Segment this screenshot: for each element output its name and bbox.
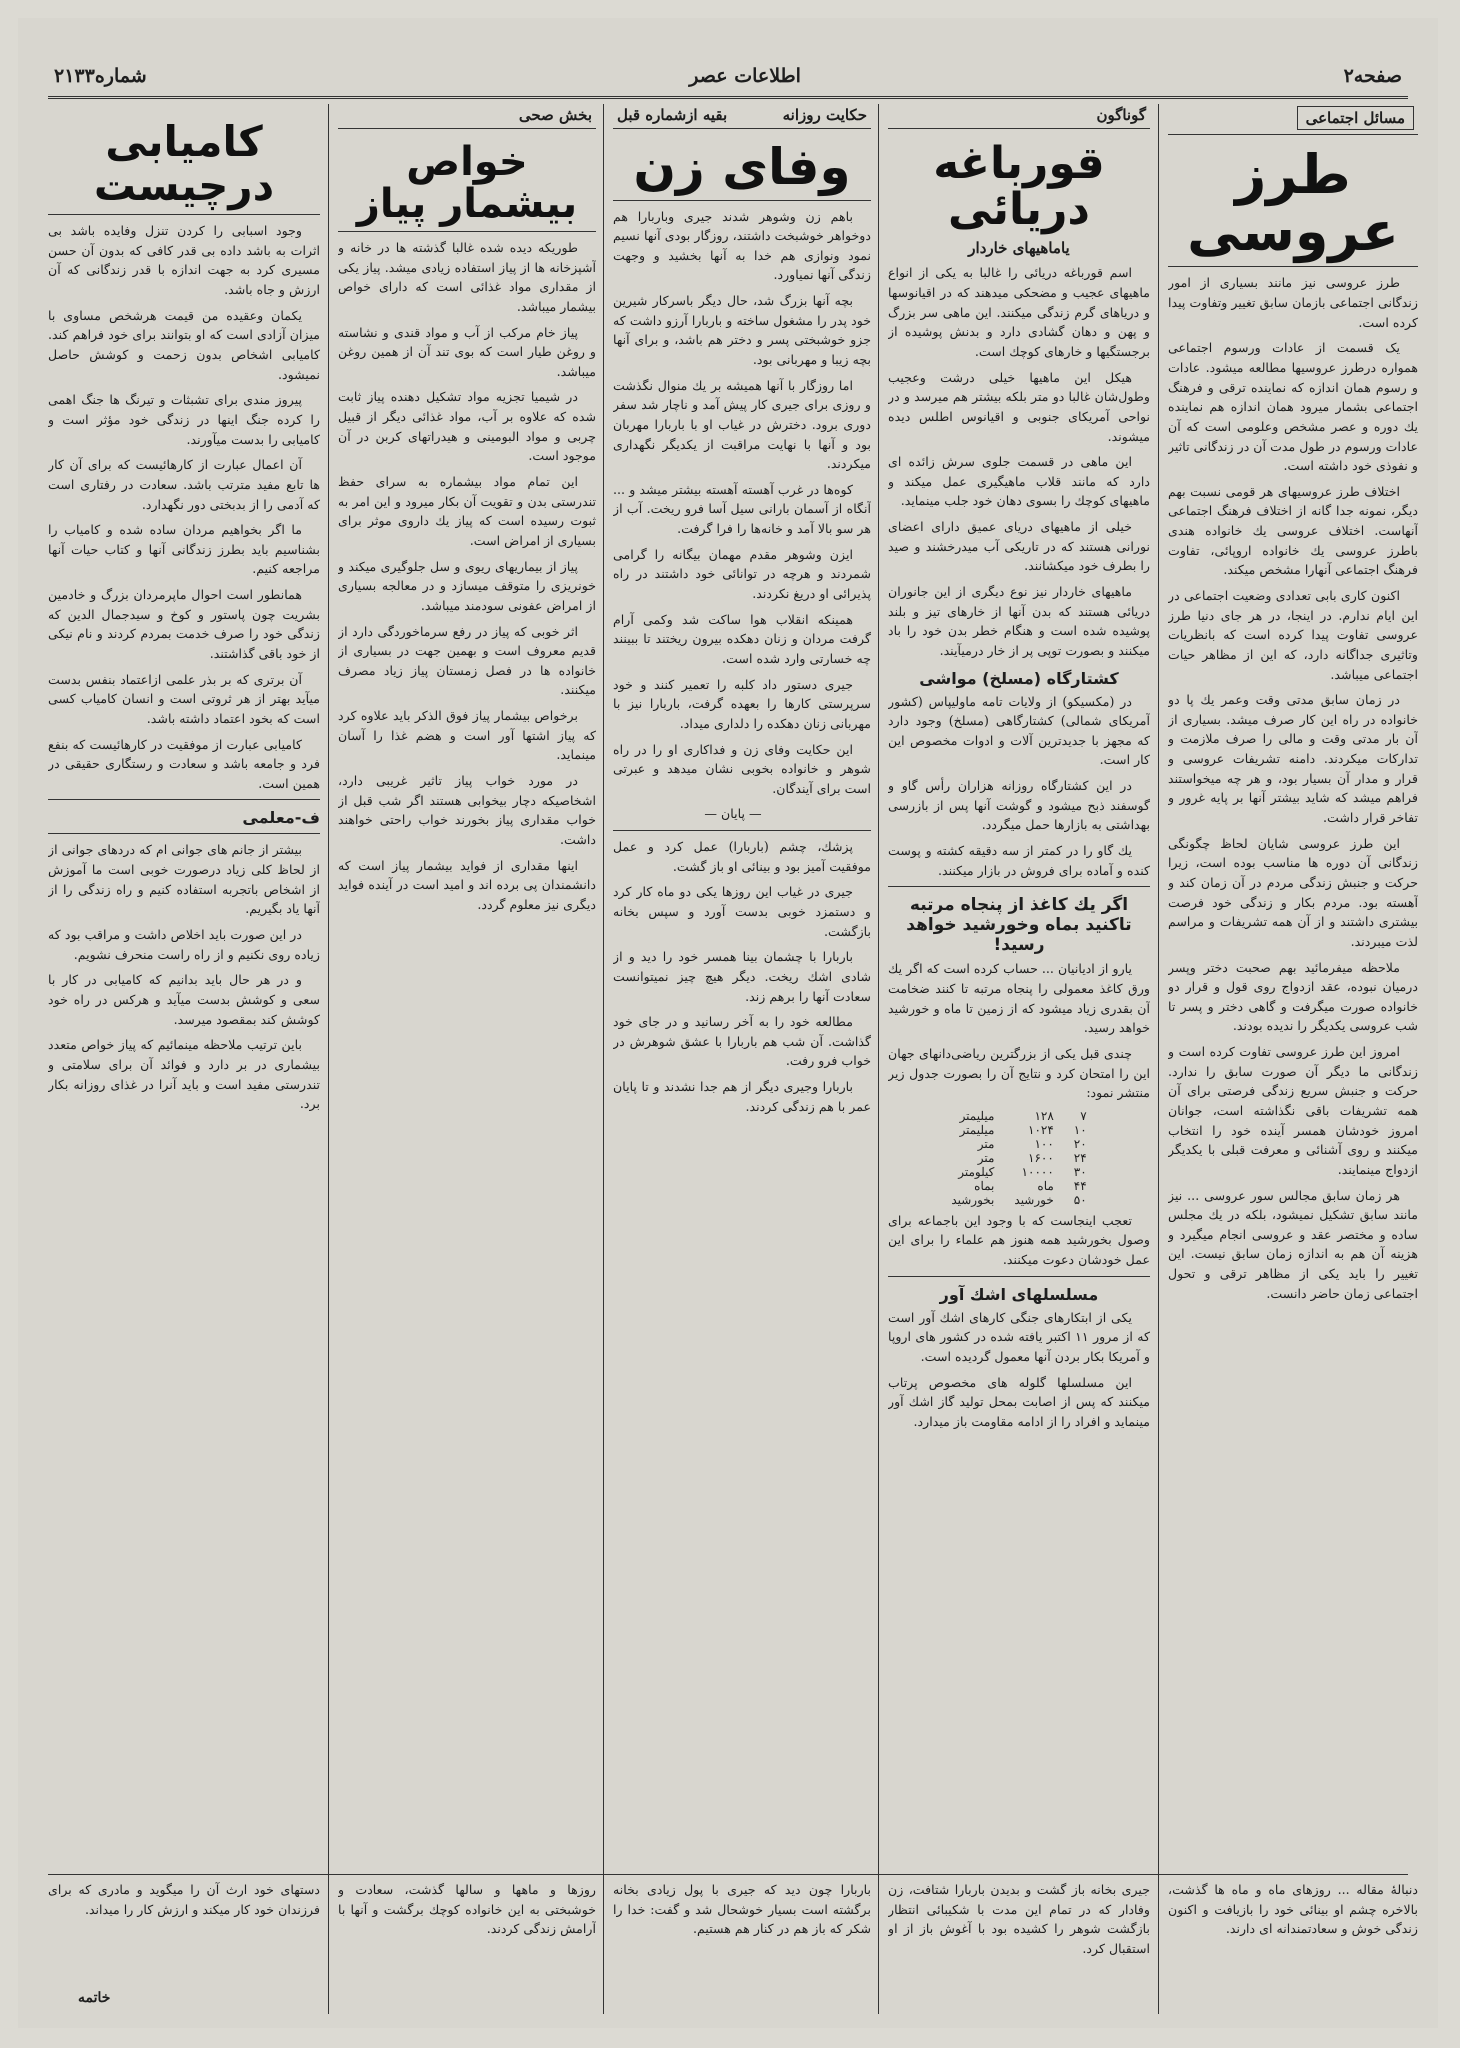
paragraph: آن برتری که بر بذر علمی ازاعتماد بنفس بدست میآید بهتر از هر ثروتی است و انسان کامیاب کسی است که بخود اعتماد داشته باشد.	[48, 671, 320, 726]
paragraph: در (مکسیکو) از ولایات تامه ماولیپاس (کشور آمریکای شمالی) کشتارگاهی (مسلخ) وجود دارد که مجهز با جدیدترین آلات و ادوات مخصوص این کار است.	[888, 693, 1150, 768]
table-row: ۴۴ ماه بماه	[974, 1178, 1087, 1193]
paragraph: این تمام مواد بیشماره به سرای حفظ تندرستی بدن و تقویت آن بکار میرود و این امر به ثبوت رسیده است که پیاز یك داروی موثر برای بسیاری از امراض است.	[338, 474, 596, 548]
article-body	[338, 238, 596, 915]
article-title: کامیابی درچیست	[93, 117, 275, 211]
paragraph: کامیابی عبارت از موفقیت در کارهائیست که بنفع فرد و جامعه باشد و سعادت و رستگاری حقیقی در همین است.	[48, 736, 320, 791]
paragraph: اختلاف طرز عروسیهای هر قومی نسبت بهم دیگر، نمونه جدا گانه از اختلاف فرهنگ اجتماعی آنهاست. اختلاف عروسی یك خانواده هندی باطرز عروسی یك خانواده اروپائی، تفاوت فرهنگ اجتماعی آنهارا مشخص میکند.	[1168, 483, 1418, 578]
paragraph: یک قسمت از عادات ورسوم اجتماعی همواره درطرز عروسیها مطالعه میشود. عادات و رسوم همان اندازه که نماینده ترقی و فرهنگ اجتماعی بشمار میرود همان اندازه هم نماینده یك دوره و عصر مشخص وعلومی است که آن عادات ورسوم در طول مدت آن در زندگانی تاثیر و نفوذی خود داشته است.	[1168, 340, 1418, 474]
column-divider	[328, 104, 329, 2014]
paragraph: در این صورت باید اخلاص داشت و مراقب بود که زیاده روی نکنیم و از راه راست منحرف نشویم.	[48, 927, 320, 962]
article-body	[48, 221, 320, 793]
paragraph: اثر خوبی که پیاز در رفع سرماخوردگی دارد از قدیم معروف است و بهمین جهت در بسیاری از خانواده ها در فصل زمستان پیاز زیاد مصرف میکنند.	[338, 623, 596, 698]
page-number: صفحه۲	[1343, 65, 1402, 87]
paragraph: ملاحظه میفرمائید بهم صحبت دختر وپسر درمیان نبوده، عقد ازدواج روی قول و قرار دو خانواده صورت میگرفت و گاهی دختر و پسر تا شب عروسی یکدیگر را ندیده بودند.	[1168, 959, 1418, 1034]
paragraph: در زمان سابق مدتی وقت وعمر یك پا دو خانواده در راه این کار صرف میشد. بسیاری از آن بار مدتی وقت و مالی را صرف ملازمت و تدارکات میکردند. دامنه تشریفات عروسی و قرار و مدار آن بسیار بود، و هر چه میخواستند فراهم میشد که شاید بیشتر آنها بر پایه غرور و تفاخر قرار داشت.	[1168, 692, 1418, 826]
table-row: ۲۴ ۱۶۰۰ متر	[977, 1150, 1087, 1165]
bottom-text-5: دستهای خود ارث آن را میگوید و مادری که برای فرزندان خود کار میکند و ارزش کار را میداند.	[48, 1882, 320, 1917]
article-body	[613, 207, 871, 825]
article-title: طرز عروسی	[1187, 143, 1399, 263]
paragraph: جیری دستور داد کلبه را تعمیر کنند و خود سرپرستی کارها را بعهده گرفت، باربارا نیز با مهربانی زنان دهکده را دلداری میداد.	[613, 676, 871, 731]
paragraph: ماهیهای خاردار نیز نوع دیگری از این جانوران دریائی هستند که بدن آنها از خارهای تیز و بلند پوشیده شده است و هنگام خطر بدن خود را باد میکنند و بصورت توپی پر از خار درمیآیند.	[888, 583, 1150, 658]
paragraph: اما روزگار با آنها همیشه بر یك منوال نگذشت و روزی برای جیری کار پیش آمد و ناچار شد سفر دوری برود. دخترش در غیاب او با باربارا مهربان بود و آنها با نهایت مراقبت از یکدیگر نگهداری میکردند.	[613, 377, 871, 472]
paragraph: این حکایت وفای زن و فداکاری او را در راه شوهر و خانواده بخوبی نشان میدهد و عبرتی است برای آیندگان.	[613, 741, 871, 796]
table-row: ۷ ۱۲۸ میلیمتر	[959, 1108, 1087, 1123]
paragraph: هیکل این ماهیها خیلی درشت وعجیب وطول‌شان غالبا دو متر بلکه بیشتر هم میرسد و در نواحی آمریکای جنوبی و اقیانوس اطلس دیده میشوند.	[888, 369, 1150, 444]
column-divider	[603, 104, 604, 2014]
page-header	[48, 56, 1408, 99]
article-column-3	[613, 104, 871, 1864]
article-subtitle: یاماهیهای خاردار	[968, 239, 1070, 258]
paragraph: بچه آنها بزرگ شد، حال دیگر باسرکار شیرین خود پدر را مشغول ساخته و باربارا آرزو داشت که جزو خوشبختی پسر و دختر هم باشد، و برای آنها بچه زیبا و مهربانی بود.	[613, 293, 871, 367]
article-column-4	[338, 104, 596, 1864]
paragraph: جیری در غیاب این روزها یکی دو ماه کار کرد و دستمزد خوبی بدست آورد و سپس بخانه بازگشت.	[613, 884, 871, 939]
paragraph: اسم قورباغه دریائی را غالبا به یکی از انواع ماهیهای عجیب و مضحکی میدهند که در اقیانوسها و دریاهای گرم زندگی میکنند. این ماهی سر بزرگ و پهن و دهان گشادی دارد و بدنش پوشیده از برجستگیها و خارهای کوچك است.	[888, 265, 1150, 359]
paragraph: یارو از ادیانیان ... حساب کرده است که اگر یك ورق کاغذ معمولی را پنجاه مرتبه تا کنند ضخامت آن بقدری زیاد میشود که از زمین تا ماه و خورشید خواهد رسید.	[888, 961, 1150, 1036]
paragraph: یکی از ابتکارهای جنگی کارهای اشك آور است که از مرور ۱۱ اکتبر یافته شده در کشور های اروپا و آمریکا بکار بردن آنها معمول گردیده است.	[888, 1309, 1150, 1364]
bottom-rule	[48, 1874, 1408, 1875]
paragraph: پزشك، چشم (باربارا) عمل کرد و عمل موفقیت آمیز بود و بینائی او باز گشت.	[613, 839, 871, 874]
paragraph: در شیمیا تجزیه مواد تشکیل دهنده پیاز ثابت شده که علاوه بر آب، مواد غذائی دیگر از قبیل چربی و مواد البومینی و هیدراتهای کربن در آن موجود است.	[338, 389, 596, 464]
issue-number: شماره۲۱۳۳	[54, 65, 147, 87]
article-column-5	[48, 104, 320, 1864]
paragraph: باربارا با چشمان بینا همسر خود را دید و از شادی اشك ریخت. دیگر هیچ چیز نمیتوانست سعادت آنها را برهم زند.	[613, 949, 871, 1004]
newspaper-name: اطلاعات عصر	[689, 65, 801, 87]
paragraph: ایزن وشوهر مقدم مهمان بیگانه را گرامی شمردند و هرچه در توانائی خود داشتند در راه پذیرائی او دریغ نکردند.	[613, 546, 871, 602]
section-heading: مسلسلهای اشك آور	[939, 1284, 1099, 1304]
paragraph: تعجب اینجاست که با وجود این باجماعه برای وصول بخورشید همه هنوز هم علماء را برای این عمل خودشان دعوت میکنند.	[888, 1212, 1150, 1268]
paragraph: این ماهی در قسمت جلوی سرش زائده ای دارد که مانند قلاب ماهیگیری عمل میکند و ماهیهای کوچك را بسوی دهان خود جلب مینماید.	[888, 454, 1150, 509]
paragraph: باهم زن وشوهر شدند جیری وباربارا هم دوخواهر خوشبخت داشتند، روزگار بودی آنها نسیم نمود ونوازی هم خدا به آنها بخشید و وجهت زندگی آنها نمیاورد.	[613, 208, 871, 283]
table-row: ۵۰ خورشید بخورشید	[951, 1192, 1087, 1207]
bottom-text-3: باربارا چون دید که جیری با پول زیادی بخانه برگشته است بسیار خوشحال شد و گفت: خدا را شکر که باز هم در کنار هم هستیم.	[613, 1882, 871, 1937]
paragraph: کوه‌ها در غرب آهسته آهسته بیشتر میشد و ... آنگاه از آسمان بارانی سیل آسا فرو ریخت. آب از هر سو بالا آمد و خانه‌ها را فرا گرفت.	[613, 481, 871, 537]
paragraph: بیشتر از جانم های جوانی ام که دردهای جوانی از از لحاظ کلی زیاد درصورت خوبی است ما آموزش از اشخاص باتجربه استفاده کنیم و راه زندگی را از آنها یاد بگیریم.	[48, 842, 320, 917]
section-label: مسائل اجتماعی	[1297, 106, 1414, 130]
paragraph: همینکه انقلاب هوا ساکت شد وکمی آرام گرفت مردان و زنان دهکده بیرون ریختند تا ببینند چه خسارتی وارد شده است.	[613, 611, 871, 666]
paragraph: پیروز مندی برای تشبثات و تیرنگ ها جنگ اهمی را کرده جنگ اینها در زندگی خود مؤثر است و کامیابی را بدست میآورند.	[48, 392, 320, 447]
paragraph: امروز این طرز عروسی تفاوت کرده است و زندگانی ما دیگر آن صورت سابق را ندارد. حرکت و جنبش سریع زندگی فرصتی برای آن همه تشریفات باقی نگذاشته است، جوانان امروز خودشان همسر آینده خود را انتخاب میکنند و روی آشنائی و معرفت قبلی با یکدیگر ازدواج مینمایند.	[1168, 1044, 1418, 1177]
paragraph: اکنون کاری بابی تعدادی وضعیت اجتماعی در این ایام ندارم. در اینجا، در هر جای دنیا طرز عروسی تفاوت پیدا کرده است که بانظریات وتاثیری جداگانه دارد، که این از مظاهر حیات اجتماعی میباشد.	[1168, 587, 1418, 682]
paragraph: همانطور است احوال ماپرمردان بزرگ و خادمین بشریت چون پاستور و کوخ و سیدجمال الدین که زندگی خود را صرف خدمت بمردم کردند و نام نیکی از خود باقی گذاشتند.	[48, 587, 320, 661]
paragraph: چندی قبل یکی از بزرگترین ریاضی‌دانهای جهان این را امتحان کرد و نتایج آن را بصورت جدول زیر منتشر نمود:	[888, 1045, 1150, 1101]
article-column-2	[888, 104, 1150, 1864]
paragraph: در این کشتارگاه روزانه هزاران رأس گاو و گوسفند ذبح میشود و گوشت آنها پس از بازرسی بهداشتی به بازارها حمل میگردد.	[888, 778, 1150, 833]
article-title: خواص بیشمار پیاز	[356, 139, 578, 227]
table-row: ۱۰ ۱۰۲۴ میلیمتر	[959, 1122, 1087, 1137]
paragraph: آن اعمال عبارت از کارهائیست که برای آن کار ها تابع مفید مترتب باشد. سعادت در رفتاری است که آدمی را از بدبختی دور نگهدارد.	[48, 457, 320, 512]
section-label: گوناگون	[1096, 106, 1146, 124]
paragraph: ما اگر بخواهیم مردان ساده شده و کامیاب را بشناسیم باید بطرز زندگانی آنها و کتاب حیات آنها مراجعه کنیم.	[48, 522, 320, 577]
paragraph: باین ترتیب ملاحظه مینمائیم که پیاز خواص متعدد بیشماری در بر دارد و فوائد آن برای سلامتی و تندرستی مفید است و باید آنرا در غذای روزانه بکار برد.	[48, 1037, 320, 1112]
fold-table	[941, 1109, 1096, 1207]
paragraph: — پایان —	[704, 806, 762, 822]
paragraph: یك گاو را در کمتر از سه دقیقه کشته و پوست کنده و آماده برای فروش در بازار میکنند.	[888, 843, 1150, 878]
paragraph: برخواص بیشمار پیاز فوق الذکر باید علاوه کرد که پیاز اشتها آور است و هضم غذا را آسان مینماید.	[338, 708, 596, 763]
paragraph: یکمان وعقیده من قیمت هرشخص مساوی با میزان آزادی است که او بتوانند برای خود فراهم کند. کامیابی اشخاص بدون زحمت و کوشش حاصل نمیشود.	[48, 307, 320, 382]
paragraph: در مورد خواب پیاز تاثیر غریبی دارد، اشخاصیکه دچار بیخوابی هستند اگر شب قبل از خواب مقداری پیاز بخورند خواب راحتی خواهند داشت.	[338, 773, 596, 847]
box-heading: اگر یك کاغذ از پنجاه مرتبه تاکنید بماه وخورشید خواهد رسید!	[906, 895, 1132, 956]
section-heading: ف-معلمی	[242, 808, 320, 828]
column-divider	[878, 104, 879, 2014]
section-label-continued: بقیه ازشماره قبل	[617, 106, 728, 124]
section-heading: کشتارگاه (مسلخ) مواشی	[919, 668, 1119, 688]
article-body	[888, 263, 1150, 660]
table-row: ۳۰ ۱۰۰۰۰ کیلومتر	[958, 1164, 1087, 1179]
column-divider	[1158, 104, 1159, 2014]
table-row: ۲۰ ۱۰۰ متر	[977, 1136, 1087, 1151]
paragraph: و در هر حال باید بدانیم که کامیابی در کار با سعی و کوشش بدست میآید و هرکس در راه خود کوشش کند بمقصود میرسد.	[48, 972, 320, 1027]
paragraph: این مسلسلها گلوله های مخصوص پرتاب میکنند که پس از اصابت بمحل تولید گاز اشك آور مینماید و افراد را از ادامه مقاومت باز میدارد.	[888, 1374, 1150, 1429]
bottom-text-2: جیری بخانه باز گشت و بدیدن باربارا شتافت، زن وفادار که در تمام این مدت با شکیبائی انتظار بازگشت شوهر را کشیده بود با آغوش باز از او استقبال کرد.	[888, 1882, 1150, 1956]
section-label: حکایت روزانه	[782, 106, 867, 124]
paragraph: این طرز عروسی شایان لحاظ چگونگی زندگانی آن دوره ها مناسب بوده است، زیرا حرکت و جنبش زندگی مردم در آن زمان کند و آهسته بود. مردم بکار و زندگی خود فرصت بیشتری داشتند و از آن همه تشریفات و مراسم لذت میبردند.	[1168, 835, 1418, 949]
bottom-text-1: دنبالۀ مقاله ... روزهای ماه و ماه ها گذشت، بالاخره چشم او بینائی خود را بازیافت و اکنون زندگی خوش و سعادتمندانه ای دارند.	[1168, 1882, 1418, 1937]
paragraph: طرز عروسی نیز مانند بسیاری از امور زندگانی اجتماعی بازمان سابق تغییر وتفاوت پیدا کرده است.	[1168, 275, 1418, 330]
paragraph: طوریکه دیده شده غالبا گذشته ها در خانه و آشپزخانه ها از پیاز استفاده زیادی میشد. پیاز یکی از مقداری مواد غذائی است که دارای خواص بیشمار میباشد.	[338, 240, 596, 314]
paragraph: اینها مقداری از فواید بیشمار پیاز است که دانشمندان پی برده اند و امید است در آینده فواید دیگری نیز معلوم گردد.	[338, 857, 596, 912]
paragraph: وجود اسبابی را کردن تنزل وفایده باشد بی اثرات به باشد داده بی قدر کافی که بدون آن حسن مسیری کرد به جهت اندازه با قدر زندگانی که آن ارزش و جاه باشد.	[48, 223, 320, 298]
paragraph: پیاز از بیماریهای ریوی و سل جلوگیری میکند و خونریزی را متوقف میسازد و در معالجه بسیاری از امراض عفونی سودمند میباشد.	[338, 558, 596, 613]
newspaper-page	[18, 18, 1438, 2028]
section-label: بخش صحی	[518, 106, 592, 124]
article-title: قورباغه دریائی	[933, 138, 1105, 236]
paragraph: مطالعه خود را به آخر رسانید و در جای خود گذاشت. آن شب هم باربارا با عشق شوهرش در خواب فرو رفت.	[613, 1014, 871, 1069]
article-title: وفای زن	[633, 138, 851, 196]
article-body	[1168, 273, 1418, 1303]
paragraph: هر زمان سابق مجالس سور عروسی ... نیز مانند سابق تشکیل نمیشود، بلکه در یك مجلس ساده و مختصر عقد و عروسی انجام میگیرد و هزینه آن هم به اندازه زمان سابق نیست. این تغییر را باید یکی از مظاهر ترقی و تحول اجتماعی زمان حاضر دانست.	[1168, 1187, 1418, 1301]
paragraph: پیاز خام مرکب از آب و مواد قندی و نشاسته و روغن طیار است که بوی تند آن از همین روغن میباشد.	[338, 324, 596, 379]
paragraph: باربارا وجیری دیگر از هم جدا نشدند و تا پایان عمر با هم زندگی کردند.	[613, 1079, 871, 1114]
paragraph: خیلی از ماهیهای دریای عمیق دارای اعضای نورانی هستند که در تاریکی آب میدرخشند و صید را بطرف خود میکشانند.	[888, 519, 1150, 574]
signature: خاتمه	[78, 1990, 111, 2006]
article-column-1	[1168, 104, 1418, 1864]
bottom-text-4: روزها و ماهها و سالها گذشت، سعادت و خوشبختی به این خانواده کوچك برگشت و آنها با آرامش زندگی کردند.	[338, 1882, 596, 1937]
